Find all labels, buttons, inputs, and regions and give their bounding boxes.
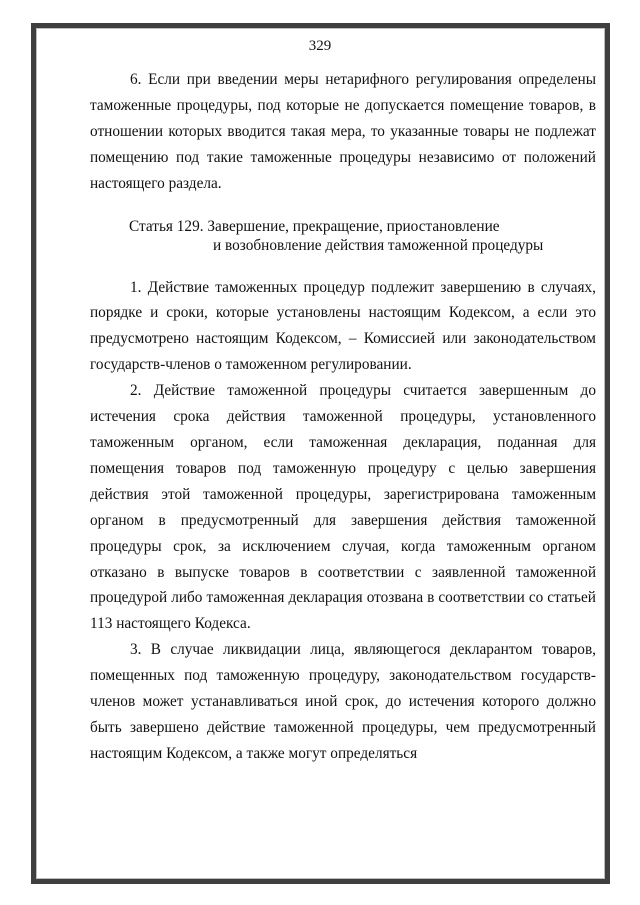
paragraph-2: 2. Действие таможенной процедуры считается завершенным до истечения срока действия таможенной процедуры, установленного таможенным органом, если таможенная декларация, поданная для помещения товаров под таможенную процедуру с целью завершения действия этой таможенной процедуры, зарегистрирована таможенным органом в предусмотренный для завершения действия таможенной процедуры срок, за исключением случая, когда таможенным органом отказано в выпуске товаров в соответствии с заявленной таможенной процедурой либо таможенная декларация отозвана в соответствии со статьей 113 настоящего Кодекса. [90,382,596,633]
article-heading-line2: и возобновление действия таможенной процедуры [213,236,544,254]
article-heading-line1: Статья 129. Завершение, прекращение, приостановление [129,217,500,235]
paragraph-6: 6. Если при введении меры нетарифного регулирования определены таможенные процедуры, под которые не допускается помещение товаров, в отношении которых вводится такая мера, то указанные товары не подлежат помещению под такие таможенные процедуры независимо от положений настоящего раздела. [90,71,596,192]
paragraph-1: 1. Действие таможенных процедур подлежит завершению в случаях, порядке и сроки, которые установлены настоящим Кодексом, а если это предусмотрено настоящим Кодексом, – Комиссией или законодательством государств-членов о таможенном регулировании. [90,278,596,374]
document-body [90,67,596,767]
article-heading [90,217,596,255]
page-number: 329 [308,38,332,54]
paragraph-3: 3. В случае ликвидации лица, являющегося декларантом товаров, помещенных под таможенную процедуру, законодательством государств-членов может устанавливаться иной срок, до истечения которого должно быть завершено действие таможенной процедуры, чем предусмотренный настоящим Кодексом, а также могут определяться [90,641,596,762]
